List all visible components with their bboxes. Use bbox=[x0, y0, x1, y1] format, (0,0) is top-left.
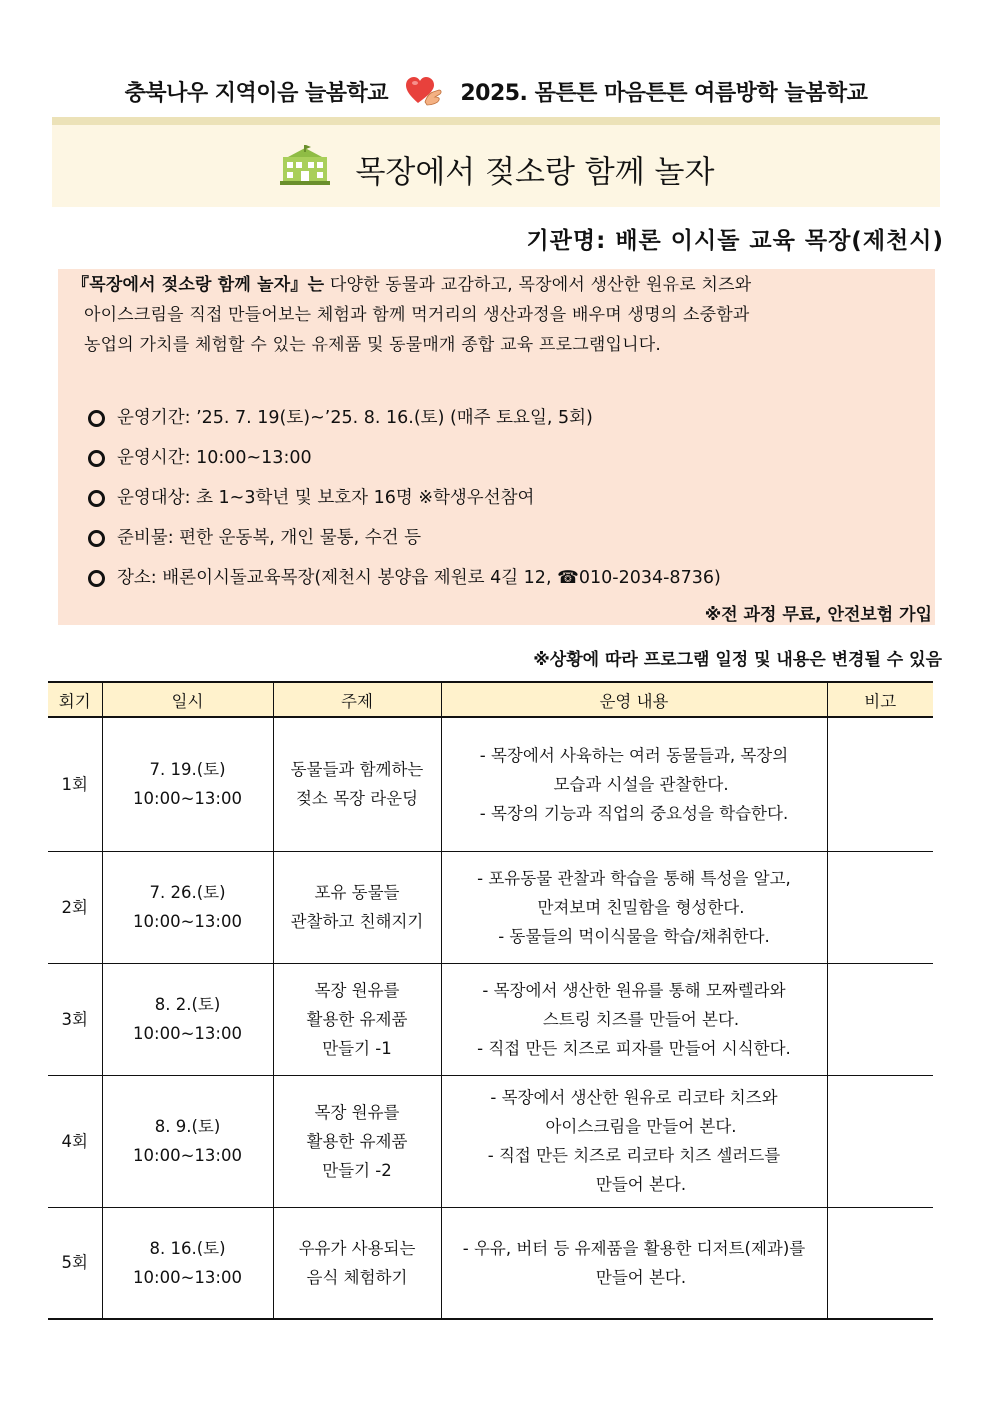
session-cell: 2회 bbox=[48, 851, 102, 963]
time-text: 10:00~13:00 bbox=[133, 1146, 242, 1165]
content-line: - 우유, 버터 등 유제품을 활용한 디저트(제과)를 bbox=[462, 1238, 806, 1258]
circle-bullet-icon bbox=[88, 570, 105, 587]
date-text: 8. 9.(토) bbox=[154, 1117, 221, 1136]
topic-line: 젖소 목장 라운딩 bbox=[295, 789, 419, 809]
info-text: 준비물: 편한 운동복, 개인 물통, 수건 등 bbox=[117, 528, 421, 548]
table-header-row bbox=[48, 682, 933, 717]
note-cell bbox=[827, 717, 933, 851]
content-line: 아이스크림을 만들어 본다. bbox=[545, 1117, 737, 1136]
topic-line: 만들기 -1 bbox=[322, 1038, 392, 1058]
free-note: ※전 과정 무료, 안전보험 가입 bbox=[704, 605, 932, 625]
date-text: 8. 16.(토) bbox=[149, 1238, 226, 1258]
content-line: - 직접 만든 치즈로 리코타 치즈 셀러드를 bbox=[487, 1146, 781, 1165]
info-list bbox=[88, 398, 721, 598]
time-text: 10:00~13:00 bbox=[133, 1267, 242, 1287]
content-line: - 목장에서 생산한 원유를 통해 모짜렐라와 bbox=[482, 980, 786, 1000]
content-line: - 직접 만든 치즈로 피자를 만들어 시식한다. bbox=[477, 1038, 791, 1058]
header-date: 일시 bbox=[102, 682, 273, 717]
schedule-table bbox=[48, 681, 933, 1320]
header-right-text: 2025. 몸튼튼 마음튼튼 여름방학 늘봄학교 bbox=[460, 81, 868, 106]
topic-cell bbox=[273, 963, 441, 1075]
content-cell bbox=[441, 1075, 827, 1207]
note-cell bbox=[827, 1207, 933, 1319]
info-text: 운영기간: ’25. 7. 19(토)~’25. 8. 16.(토) (매주 토요일, 5회) bbox=[117, 408, 593, 428]
content-line: 만져보며 친밀함을 형성한다. bbox=[537, 897, 745, 917]
info-text: 운영대상: 초 1~3학년 및 보호자 16명 ※학생우선참여 bbox=[117, 488, 535, 508]
header-left-text: 충북나우 지역이음 늘봄학교 bbox=[124, 81, 388, 106]
date-cell bbox=[102, 1207, 273, 1319]
intro-lead: 『목장에서 젖소랑 함께 놀자』는 bbox=[72, 275, 325, 295]
topic-cell bbox=[273, 1207, 441, 1319]
date-text: 8. 2.(토) bbox=[154, 995, 221, 1014]
content-cell bbox=[441, 963, 827, 1075]
circle-bullet-icon bbox=[88, 530, 105, 547]
topic-line: 목장 원유를 bbox=[314, 1102, 400, 1122]
info-text: 장소: 배론이시돌교육목장(제천시 봉양읍 제원로 4길 12, ☎010-2034-8736) bbox=[117, 568, 721, 588]
content-line: - 목장에서 사육하는 여러 동물들과, 목장의 bbox=[479, 745, 789, 765]
session-cell: 1회 bbox=[48, 717, 102, 851]
session-cell: 5회 bbox=[48, 1207, 102, 1319]
date-cell bbox=[102, 717, 273, 851]
intro-line1: 다양한 동물과 교감하고, 목장에서 생산한 원유로 치즈와 bbox=[324, 275, 752, 295]
date-cell bbox=[102, 963, 273, 1075]
date-text: 7. 19.(토) bbox=[149, 760, 226, 780]
time-text: 10:00~13:00 bbox=[133, 789, 242, 809]
header-content: 운영 내용 bbox=[441, 682, 827, 717]
content-line: 만들어 본다. bbox=[595, 1267, 687, 1287]
content-line: - 목장의 기능과 직업의 중요성을 학습한다. bbox=[479, 803, 789, 823]
topic-line: 우유가 사용되는 bbox=[298, 1238, 416, 1258]
note-cell bbox=[827, 851, 933, 963]
topic-cell bbox=[273, 851, 441, 963]
session-cell: 3회 bbox=[48, 963, 102, 1075]
date-cell bbox=[102, 1075, 273, 1207]
circle-bullet-icon bbox=[88, 450, 105, 467]
content-cell bbox=[441, 717, 827, 851]
topic-line: 포유 동물들 bbox=[314, 883, 400, 902]
header-note: 비고 bbox=[827, 682, 933, 717]
content-cell bbox=[441, 1207, 827, 1319]
table-row bbox=[48, 963, 933, 1075]
info-text: 운영시간: 10:00~13:00 bbox=[117, 448, 312, 468]
content-line: - 포유동물 관찰과 학습을 통해 특성을 알고, bbox=[477, 868, 791, 888]
content-line: 모습과 시설을 관찰한다. bbox=[553, 774, 729, 794]
content-line: - 동물들의 먹이식물을 학습/채취한다. bbox=[498, 926, 770, 946]
info-item-period bbox=[88, 398, 721, 438]
info-item-location bbox=[88, 558, 721, 598]
topic-line: 동물들과 함께하는 bbox=[290, 760, 424, 780]
circle-bullet-icon bbox=[88, 490, 105, 507]
topic-line: 활용한 유제품 bbox=[306, 1009, 408, 1029]
intro-line3: 농업의 가치를 체험할 수 있는 유제품 및 동물매개 종합 교육 프로그램입니다. bbox=[84, 335, 661, 355]
title-row bbox=[0, 145, 992, 193]
change-note: ※상황에 따라 프로그램 일정 및 내용은 변경될 수 있음 bbox=[533, 650, 942, 670]
time-text: 10:00~13:00 bbox=[133, 912, 242, 931]
page-header bbox=[0, 76, 992, 112]
circle-bullet-icon bbox=[88, 410, 105, 427]
topic-line: 음식 체험하기 bbox=[306, 1267, 408, 1287]
content-line: - 목장에서 생산한 원유로 리코타 치즈와 bbox=[490, 1088, 778, 1107]
info-item-supplies bbox=[88, 518, 721, 558]
table-row bbox=[48, 851, 933, 963]
topic-line: 활용한 유제품 bbox=[306, 1131, 408, 1151]
heart-hand-icon bbox=[405, 76, 443, 112]
organization-name: 기관명: 배론 이시돌 교육 목장(제천시) bbox=[526, 228, 944, 254]
topic-line: 목장 원유를 bbox=[314, 980, 400, 1000]
page-title: 목장에서 젖소랑 함께 놀자 bbox=[355, 154, 715, 191]
intro-line2: 아이스크림을 직접 만들어보는 체험과 함께 먹거리의 생산과정을 배우며 생명의 소중함과 bbox=[84, 305, 750, 325]
topic-cell bbox=[273, 717, 441, 851]
note-cell bbox=[827, 1075, 933, 1207]
content-line: 만들어 본다. bbox=[595, 1175, 687, 1194]
table-row bbox=[48, 1075, 933, 1207]
content-cell bbox=[441, 851, 827, 963]
header-topic: 주제 bbox=[273, 682, 441, 717]
table-row bbox=[48, 1207, 933, 1319]
content-line: 스트링 치즈를 만들어 본다. bbox=[542, 1009, 740, 1029]
date-cell bbox=[102, 851, 273, 963]
note-cell bbox=[827, 963, 933, 1075]
header-session: 회기 bbox=[48, 682, 102, 717]
school-building-icon bbox=[278, 145, 332, 193]
topic-line: 만들기 -2 bbox=[322, 1160, 392, 1180]
topic-line: 관찰하고 친해지기 bbox=[290, 912, 424, 931]
info-item-time bbox=[88, 438, 721, 478]
topic-cell bbox=[273, 1075, 441, 1207]
info-item-target bbox=[88, 478, 721, 518]
intro-text bbox=[72, 270, 872, 360]
table-row bbox=[48, 717, 933, 851]
date-text: 7. 26.(토) bbox=[149, 883, 226, 902]
session-cell: 4회 bbox=[48, 1075, 102, 1207]
time-text: 10:00~13:00 bbox=[133, 1024, 242, 1043]
